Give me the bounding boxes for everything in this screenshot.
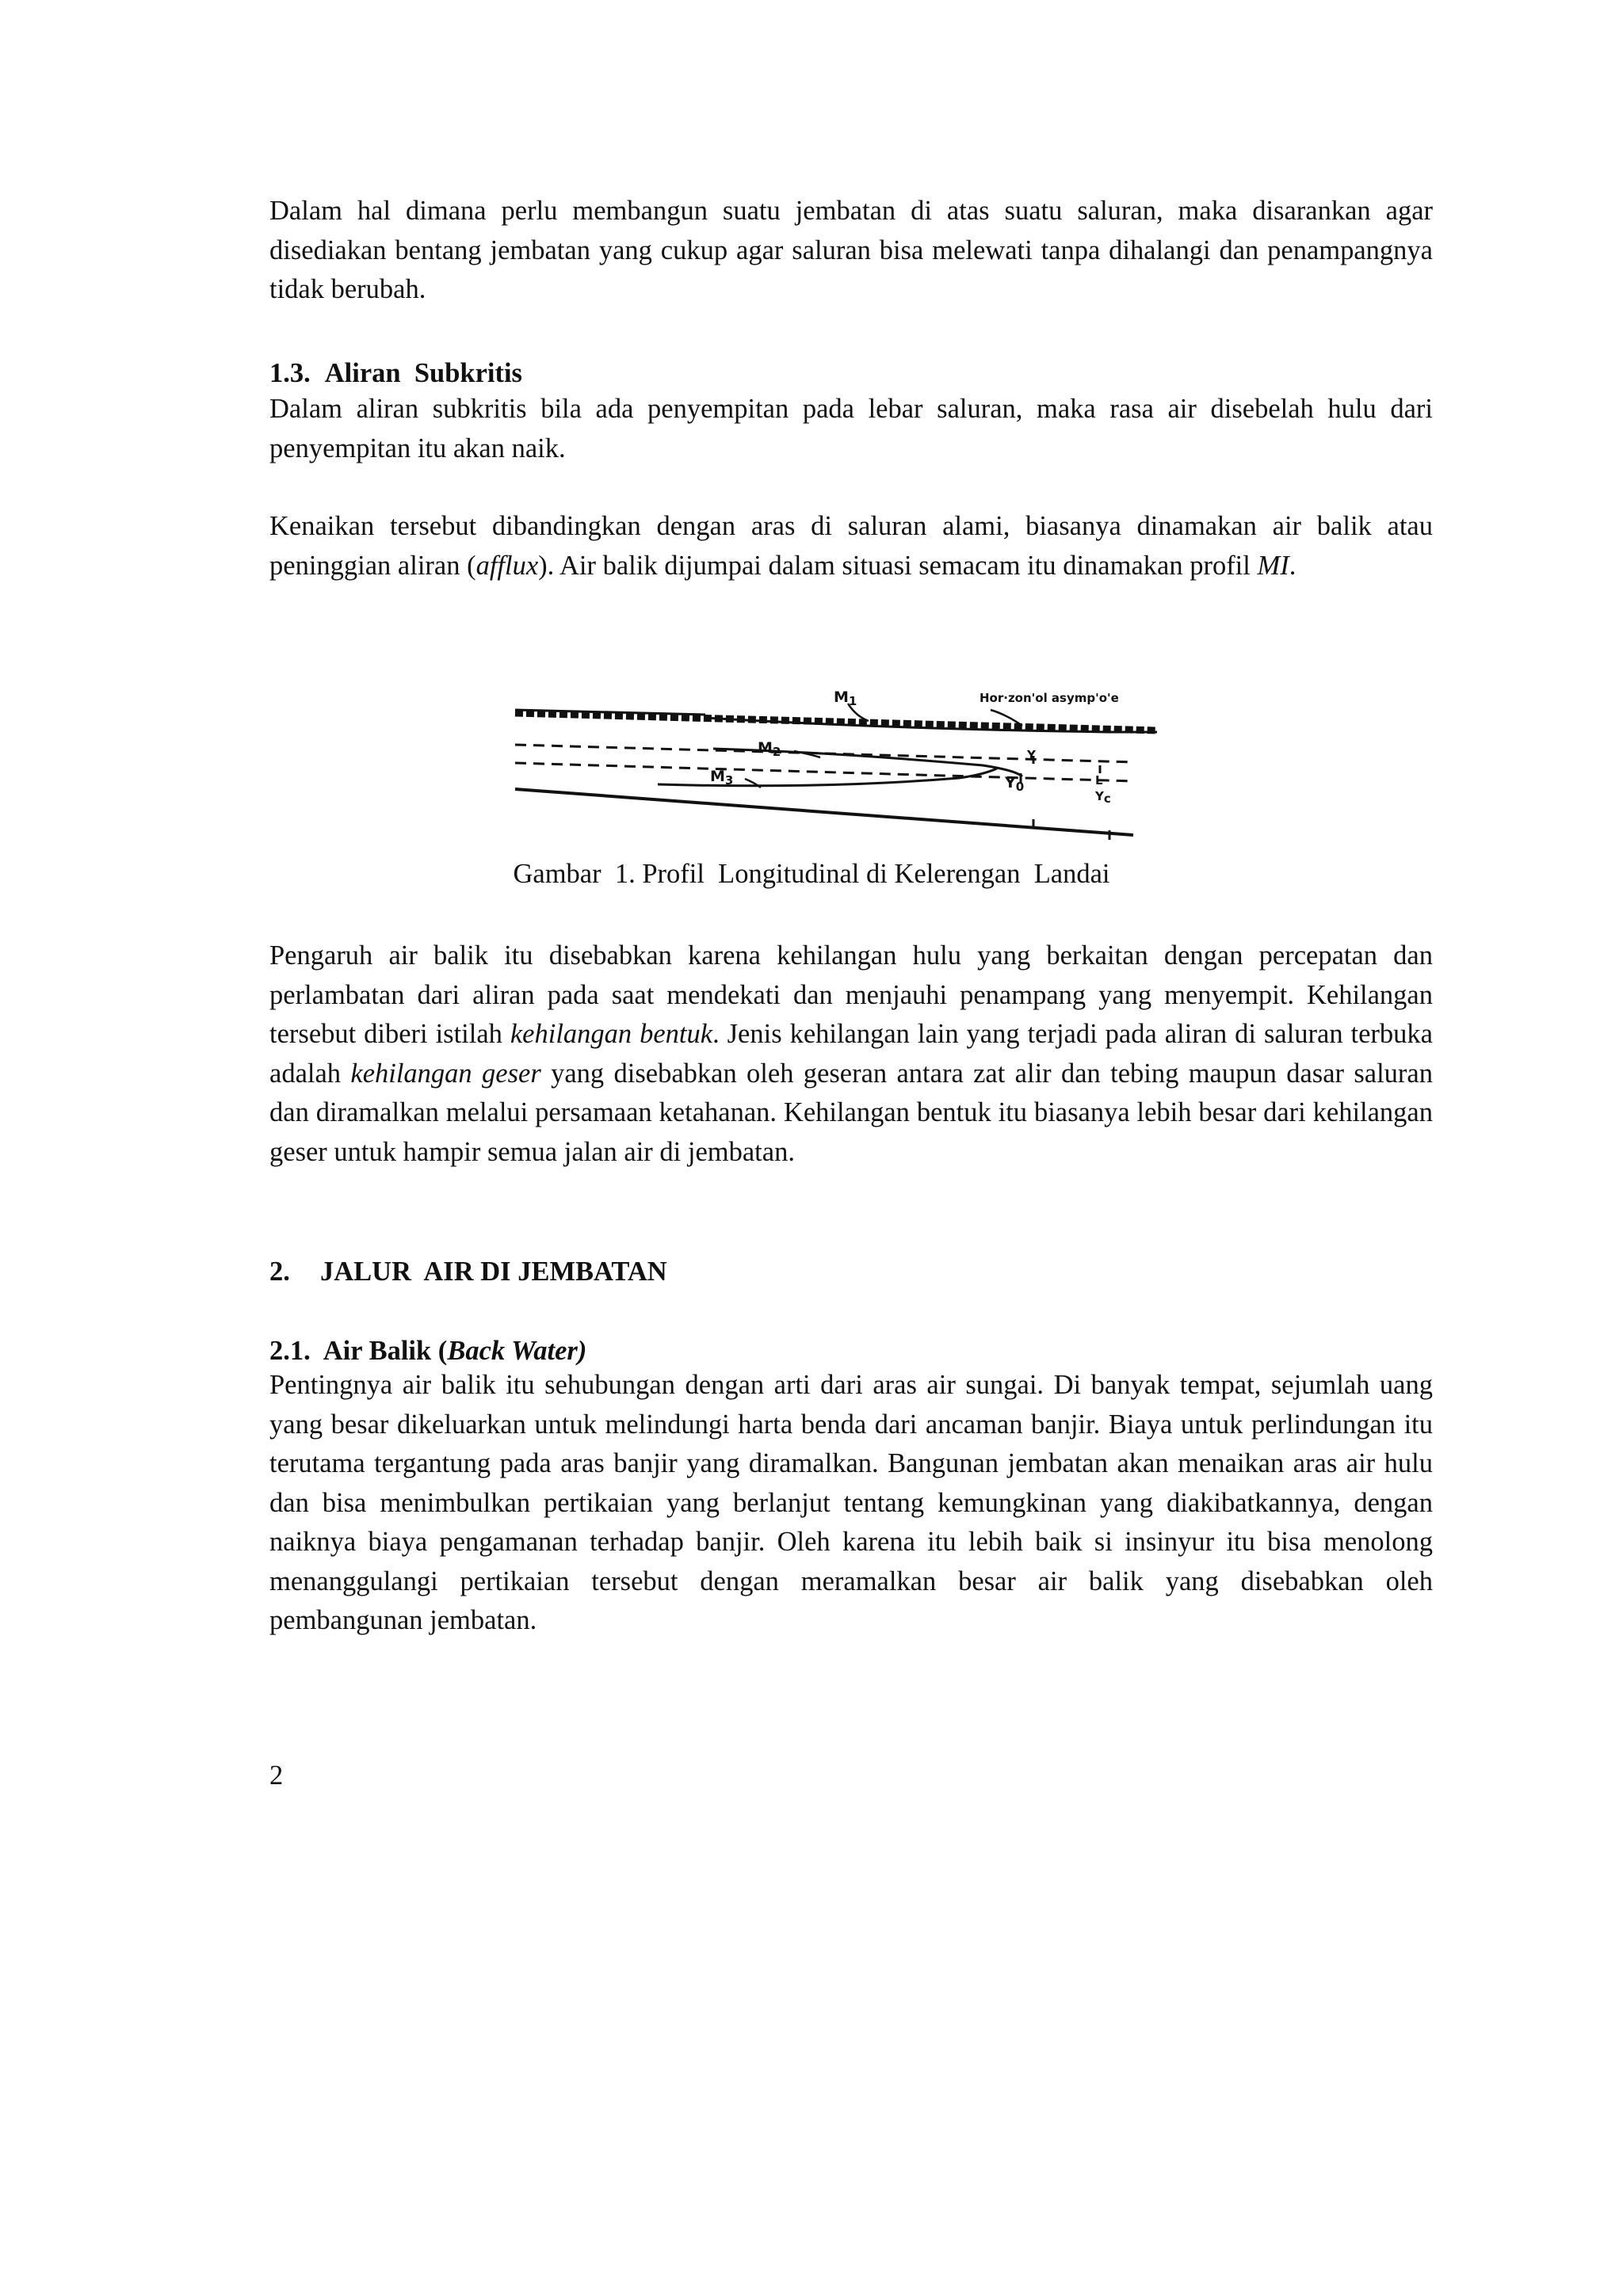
section-title: Aliran Subkritis bbox=[324, 358, 522, 388]
label-m1: $M_1$ bbox=[834, 688, 857, 708]
text-run: Pengaruh air balik itu disebabkan karena kehilangan hulu yang berkaitan dengan percepatan dan perlambatan dari aliran pada saat mendekati dan menjauhi penampang yang menyempit. Kehilangan tersebut diberi istilah bbox=[269, 940, 1433, 1049]
text-run: ). Air balik dijumpai dalam situasi semacam itu dinamakan profil bbox=[538, 550, 1258, 581]
critical-depth-line bbox=[515, 763, 1133, 781]
channel-bed-line bbox=[515, 789, 1133, 835]
label-m3: $M_3$ bbox=[710, 768, 734, 788]
emphasis-kehilangan-geser: kehilangan geser bbox=[350, 1058, 541, 1089]
section-title: Air Balik ( bbox=[323, 1336, 448, 1366]
label-m2: $M_2$ bbox=[758, 739, 781, 759]
paragraph-text: Dalam hal dimana perlu membangun suatu jembatan di atas suatu saluran, maka disarankan agar disediakan bentang jembatan yang cukup agar saluran bisa melewati tanpa dihalangi dan penampangnya tidak berubah. bbox=[269, 196, 1433, 304]
section-number: 2.1. bbox=[269, 1336, 311, 1366]
paragraph-intro bbox=[269, 192, 1433, 310]
section-title-emphasis: Back Water) bbox=[447, 1336, 587, 1366]
paragraph-text: Dalam aliran subkritis bila ada penyempitan pada lebar saluran, maka rasa air disebelah hulu dari penyempitan itu akan naik. bbox=[269, 394, 1433, 463]
label-yc: Yc bbox=[1095, 789, 1111, 806]
paragraph-text: Pentingnya air balik itu sehubungan dengan arti dari aras air sungai. Di banyak tempat, sejumlah uang yang besar dikeluarkan untuk melindungi harta benda dari ancaman banjir. Biaya untuk perlindungan itu terutama tergantung pada aras banjir yang diramalkan. Bangunan jembatan akan menaikan aras air hulu dan bisa menimbulkan pertikaian yang berlanjut tentang kemungkinan yang diakibatkannya, dengan naiknya biaya pengamanan terhadap banjir. Oleh karena itu lebih baik si insinyur itu bisa menolong menanggulangi pertikaian tersebut dengan meramalkan besar air balik yang disebabkan oleh pembangunan jembatan. bbox=[269, 1370, 1433, 1635]
emphasis-afflux: afflux bbox=[475, 550, 539, 581]
paragraph-text bbox=[269, 507, 1433, 585]
label-yo: $Y_0$ bbox=[1005, 774, 1025, 794]
section-heading-2 bbox=[269, 1257, 667, 1287]
section-heading-1-3 bbox=[269, 358, 522, 389]
figure-caption: Gambar 1. Profil Longitudinal di Kelerengan Landai bbox=[513, 859, 1110, 889]
section-heading-2-1 bbox=[269, 1336, 586, 1367]
page-number: 2 bbox=[269, 1760, 284, 1791]
text-run: yang disebabkan oleh geseran antara zat alir dan tebing maupun dasar saluran dan diramalkan melalui persamaan ketahanan. Kehilangan bentuk itu biasanya lebih besar dari kehilangan geser untuk hampir semua jalan air di jembatan. bbox=[269, 1058, 1433, 1167]
text-run: . bbox=[1289, 550, 1296, 581]
paragraph-kehilangan bbox=[269, 936, 1433, 1172]
emphasis-mi: MI bbox=[1257, 550, 1289, 581]
label-l: L bbox=[1095, 773, 1103, 788]
section-title: JALUR AIR DI JEMBATAN bbox=[320, 1257, 667, 1287]
paragraph-afflux bbox=[269, 507, 1433, 585]
text-run: . Jenis kehilangan lain yang terjadi pada aliran di saluran terbuka adalah bbox=[269, 1019, 1433, 1089]
paragraph-text bbox=[269, 936, 1433, 1172]
figure-longitudinal-profile bbox=[507, 680, 1220, 851]
label-horizontal-asymptote: Hor·zon'ol asymp'o'e bbox=[980, 691, 1119, 705]
label-y: Y bbox=[1027, 748, 1036, 762]
text-run: Kenaikan tersebut dibandingkan dengan aras di saluran alami, biasanya dinamakan air balik atau peninggian aliran ( bbox=[269, 511, 1433, 581]
section-number: 2. bbox=[269, 1257, 290, 1287]
paragraph-subkritis bbox=[269, 390, 1433, 468]
water-surface-line bbox=[515, 713, 1157, 730]
paragraph-air-balik bbox=[269, 1366, 1433, 1641]
section-number: 1.3. bbox=[269, 358, 311, 388]
emphasis-kehilangan-bentuk: kehilangan bentuk bbox=[510, 1019, 713, 1049]
